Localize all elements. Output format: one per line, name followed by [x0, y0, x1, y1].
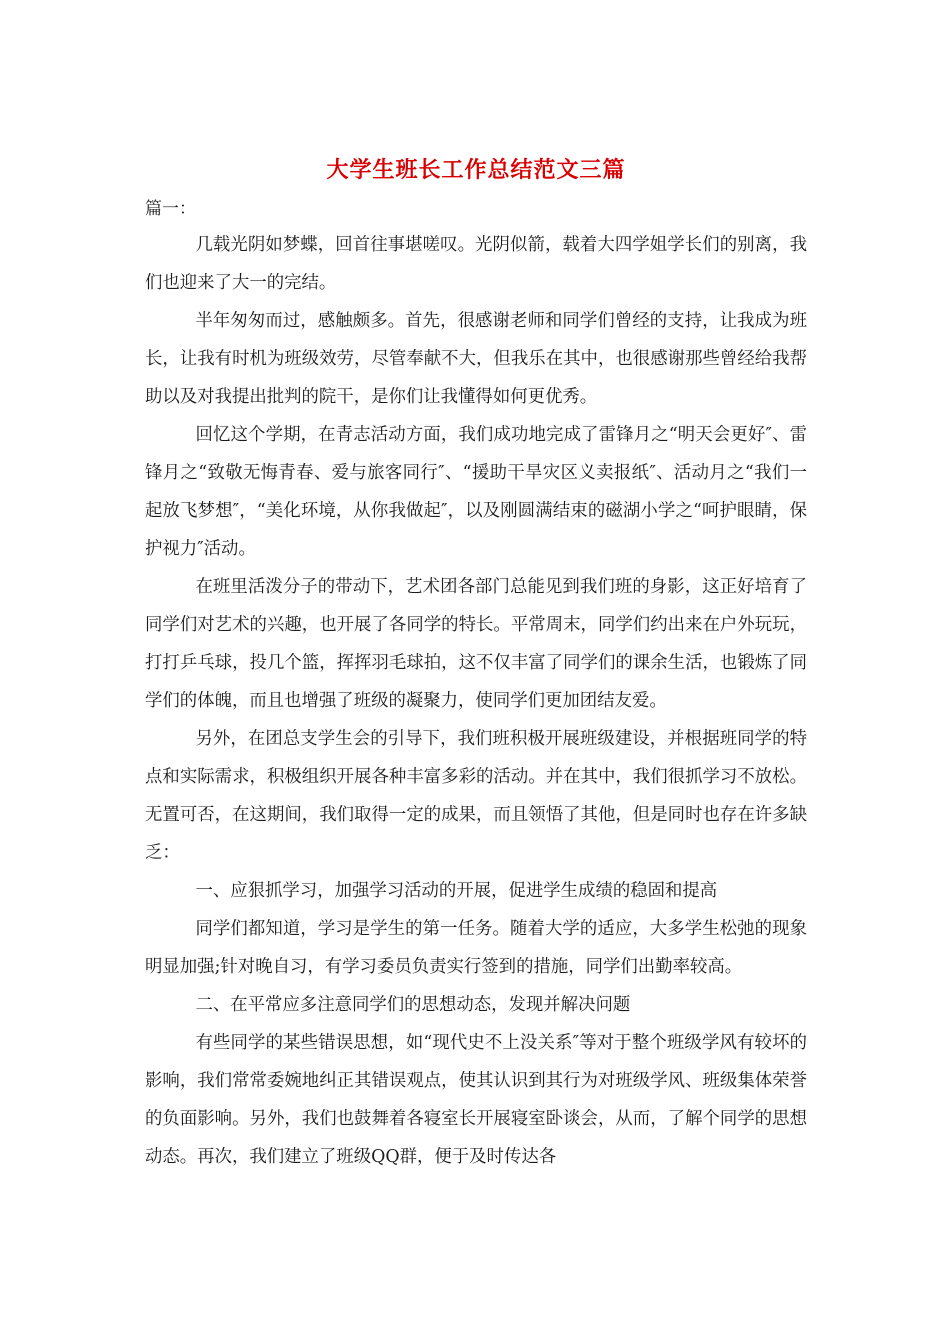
paragraph-1: 几载光阴如梦蝶，回首往事堪嗟叹。光阴似箭，载着大四学姐学长们的别离，我们也迎来了大一的完结。 [145, 235, 807, 293]
paragraph-5: 另外，在团总支学生会的引导下，我们班积极开展班级建设，并根据班同学的特点和实际需求，积极组织开展各种丰富多彩的活动。并在其中，我们很抓学习不放松。无置可否，在这期间，我们取得一定的成果，而且领悟了其他，但是同时也存在许多缺乏： [145, 729, 807, 863]
paragraph-6: 同学们都知道，学习是学生的第一任务。随着大学的适应，大多学生松弛的现象明显加强;针对晚自习，有学习委员负责实行签到的措施，同学们出勤率较高。 [145, 919, 807, 977]
section-label: 篇一： [145, 199, 196, 219]
document-title: 大学生班长工作总结范文三篇 [326, 157, 626, 183]
heading-item-1: 一、应狠抓学习，加强学习活动的开展，促进学生成绩的稳固和提高 [195, 881, 718, 901]
paragraph-4: 在班里活泼分子的带动下，艺术团各部门总能见到我们班的身影，这正好培育了同学们对艺术的兴趣，也开展了各同学的特长。平常周末，同学们约出来在户外玩玩，打打乒乓球，投几个篮，挥挥羽毛球拍，这不仅丰富了同学们的课余生活，也锻炼了同学们的体魄，而且也增强了班级的凝聚力，使同学们更加团结友爱。 [145, 577, 807, 711]
paragraph-2: 半年匆匆而过，感触颇多。首先，很感谢老师和同学们曾经的支持，让我成为班长，让我有时机为班级效劳，尽管奉献不大，但我乐在其中，也很感谢那些曾经给我帮助以及对我提出批判的院干，是你们让我懂得如何更优秀。 [145, 311, 807, 407]
paragraph-3: 回忆这个学期，在青志活动方面，我们成功地完成了雷锋月之“明天会更好″、雷锋月之“致敬无悔青春、爱与旅客同行″、“援助干旱灾区义卖报纸″、活动月之“我们一起放飞梦想″，“美化环境，从你我做起″，以及刚圆满结束的磁湖小学之“呵护眼睛，保护视力″活动。 [145, 425, 807, 559]
paragraph-7: 有些同学的某些错误思想，如“现代史不上没关系″等对于整个班级学风有较坏的影响，我们常常委婉地纠正其错误观点，使其认识到其行为对班级学风、班级集体荣誉的负面影响。另外，我们也鼓舞着各寝室长开展寝室卧谈会，从而，了解个同学的思想动态。再次，我们建立了班级QQ群，便于及时传达各 [145, 1033, 807, 1167]
heading-item-2: 二、在平常应多注意同学们的思想动态，发现并解决问题 [195, 995, 631, 1015]
document-page [145, 150, 807, 1176]
